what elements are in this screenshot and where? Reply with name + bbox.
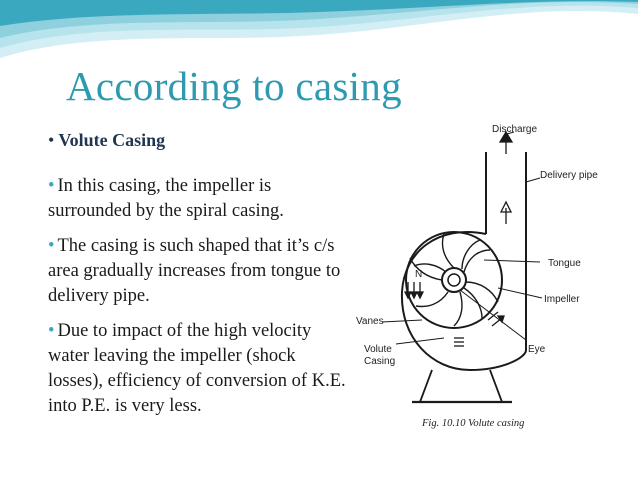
bullet-paragraph: [48, 319, 348, 419]
tongue-label: Tongue: [548, 258, 581, 269]
delivery-pipe-label: Delivery pipe: [540, 170, 598, 181]
bullet-text: Due to impact of the high velocity water leaving the impeller (shock losses), efficiency of conversion of K.E. into P.E. is very less.: [48, 321, 346, 416]
volute-label-line2: Casing: [364, 356, 396, 367]
subheading-bullet: •: [48, 130, 55, 150]
header-wave-decoration: [0, 0, 638, 60]
subheading-text: Volute Casing: [58, 130, 166, 150]
slide-title: According to casing: [66, 63, 402, 109]
figure-caption: Fig. 10.10 Volute casing: [422, 418, 525, 429]
impeller-label: Impeller: [544, 294, 580, 305]
impeller-outline: [406, 232, 502, 328]
bullet-text: The casing is such shaped that it’s c/s area gradually increases from tongue to delivery pipe.: [48, 236, 341, 306]
bullet-marker: •: [48, 321, 55, 341]
discharge-label: Discharge: [492, 124, 538, 135]
bullet-paragraph: [48, 234, 348, 309]
bullet-marker: •: [48, 236, 55, 256]
casing-stand: [420, 370, 502, 402]
bullet-marker: •: [48, 176, 55, 196]
volute-label-line1: Volute: [364, 344, 392, 355]
bullet-paragraph: [48, 174, 348, 224]
volute-casing-diagram: [352, 112, 620, 442]
subheading: [48, 130, 165, 151]
volute-casing-figure: [352, 112, 620, 442]
n-marker-label: N: [415, 269, 423, 280]
bullet-text: In this casing, the impeller is surrounded by the spiral casing.: [48, 176, 284, 221]
eye-label: Eye: [528, 344, 546, 355]
vanes-label: Vanes: [356, 316, 384, 327]
volute-casing-outline: [402, 232, 526, 370]
